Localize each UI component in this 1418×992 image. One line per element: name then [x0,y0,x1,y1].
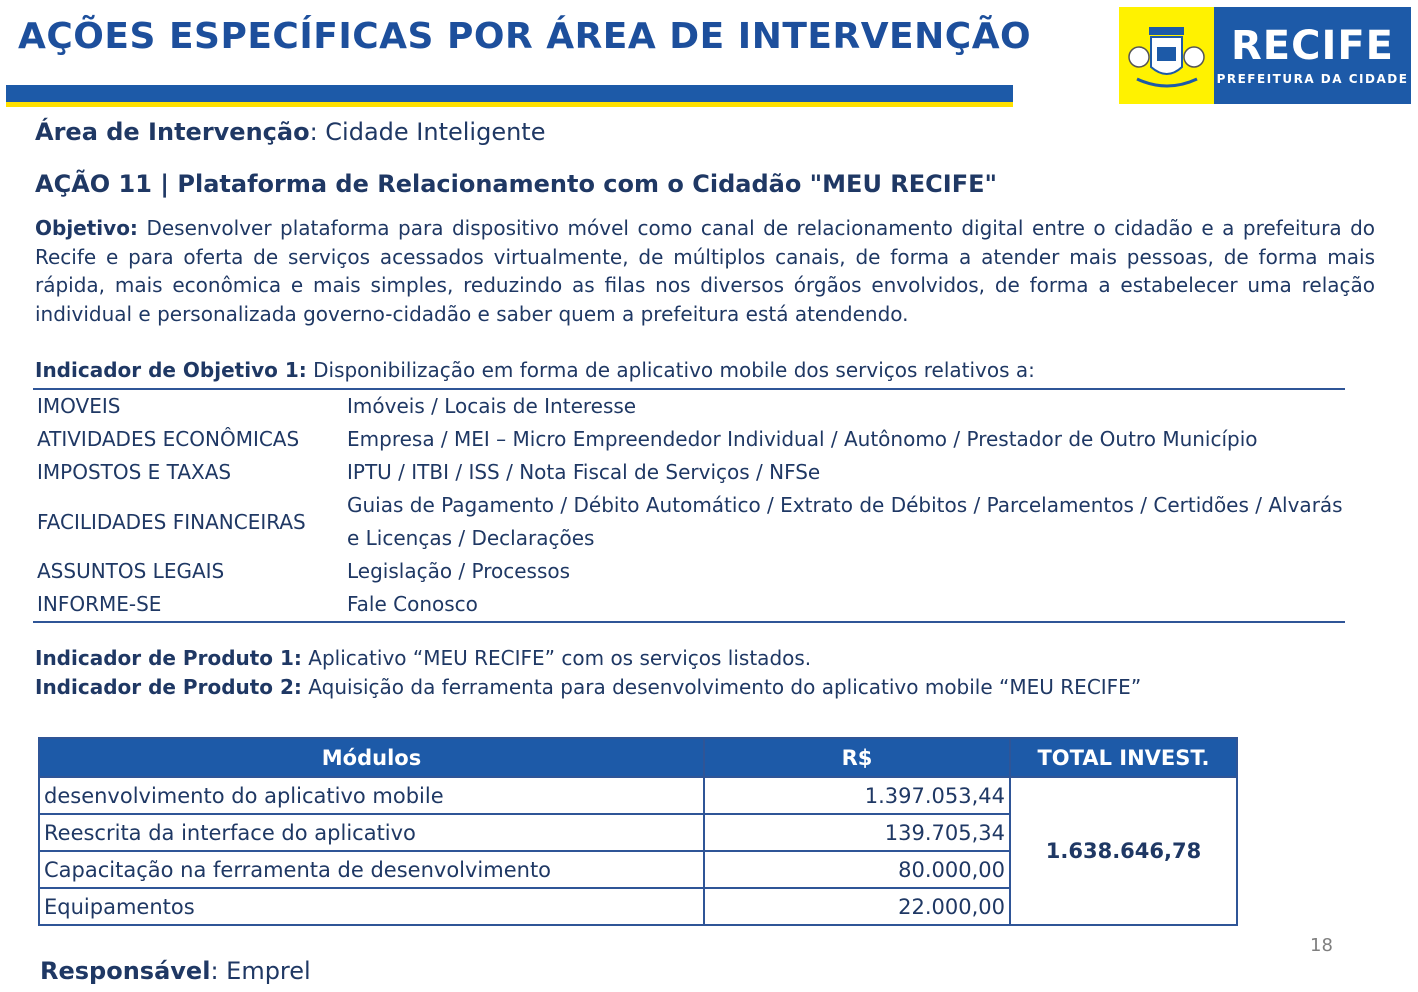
table-row [39,777,1237,814]
module-value: 80.000,00 [704,851,1010,888]
module-name: Equipamentos [39,888,704,925]
page-number: 18 [1310,935,1333,956]
service-category: ATIVIDADES ECONÔMICAS [37,427,300,451]
module-value: 139.705,34 [704,814,1010,851]
coat-of-arms-icon [1119,7,1214,104]
indicador-produto-1 [35,646,811,670]
indicador-produto-label: Indicador de Produto 1: [35,646,302,670]
objetivo-text: Desenvolver plataforma para dispositivo móvel como canal de relacionamento digital entre o cidadão e a prefeitura do Recife e para oferta de serviços acessados virtualmente, de múltiplos canais, de forma a atender mais pessoas, de forma mais rápida, mais econômica e mais simples, reduzindo as filas nos diversos órgãos envolvidos, de forma a estabelecer uma relação individual e personalizada governo-cidadão e saber quem a prefeitura está atendendo. [35,216,1376,326]
service-category: IMOVEIS [37,394,121,418]
service-description: Fale Conosco [347,592,478,616]
service-description: Legislação / Processos [347,559,571,583]
responsavel: Responsável: Emprel [40,957,311,985]
area-intervencao: Área de Intervenção: Cidade Inteligente [35,118,546,146]
indicador-objetivo-label: Indicador de Objetivo 1: [35,358,307,382]
total-invest-value: 1.638.646,78 [1010,777,1237,925]
table-row [33,555,1345,588]
indicador-produto-text: Aquisição da ferramenta para desenvolvimento do aplicativo mobile “MEU RECIFE” [308,675,1142,699]
services-table [33,388,1345,623]
service-description: Imóveis / Locais de Interesse [347,394,637,418]
logo-name: RECIFE [1230,22,1394,69]
table-header-row [39,738,1237,777]
logo-subtitle: PREFEITURA DA CIDADE [1216,71,1409,86]
table-row [33,588,1345,622]
area-value: Cidade Inteligente [325,118,546,146]
indicador-objetivo [35,358,1035,382]
responsavel-value: Emprel [226,957,311,985]
recife-logo [1119,7,1411,104]
module-name: desenvolvimento do aplicativo mobile [39,777,704,814]
acao-title: AÇÃO 11 | Plataforma de Relacionamento com o Cidadão "MEU RECIFE" [35,170,997,198]
module-name: Reescrita da interface do aplicativo [39,814,704,851]
service-category: INFORME-SE [37,592,162,616]
table-row [33,456,1345,489]
service-category: IMPOSTOS E TAXAS [37,460,232,484]
indicador-produto-label: Indicador de Produto 2: [35,675,302,699]
title-underline-bar [6,85,1013,107]
table-row [33,423,1345,456]
responsavel-label: Responsável [40,957,211,985]
column-header-modulos: Módulos [39,738,704,777]
service-description: Guias de Pagamento / Débito Automático / Extrato de Débitos / Parcelamentos / Certidões / Alvarás e Licenças / Declarações [347,493,1343,550]
column-header-total: TOTAL INVEST. [1010,738,1237,777]
indicador-produto-text: Aplicativo “MEU RECIFE” com os serviços listados. [308,646,812,670]
service-category: ASSUNTOS LEGAIS [37,559,225,583]
indicador-produto-2 [35,675,1141,699]
investment-table [38,737,1238,926]
module-value: 22.000,00 [704,888,1010,925]
module-name: Capacitação na ferramenta de desenvolvimento [39,851,704,888]
column-header-valor: R$ [704,738,1010,777]
objetivo-label: Objetivo: [35,216,138,240]
indicador-objetivo-text: Disponibilização em forma de aplicativo mobile dos serviços relativos a: [313,358,1035,382]
table-row [33,489,1345,555]
module-value: 1.397.053,44 [704,777,1010,814]
table-row [33,389,1345,423]
service-description: Empresa / MEI – Micro Empreendedor Individual / Autônomo / Prestador de Outro Município [347,427,1258,451]
service-description: IPTU / ITBI / ISS / Nota Fiscal de Serviços / NFSe [347,460,821,484]
page-title: AÇÕES ESPECÍFICAS POR ÁREA DE INTERVENÇÃO [18,16,1032,57]
service-category: FACILIDADES FINANCEIRAS [37,509,306,534]
area-label: Área de Intervenção [35,118,310,146]
objetivo-paragraph [35,214,1375,328]
